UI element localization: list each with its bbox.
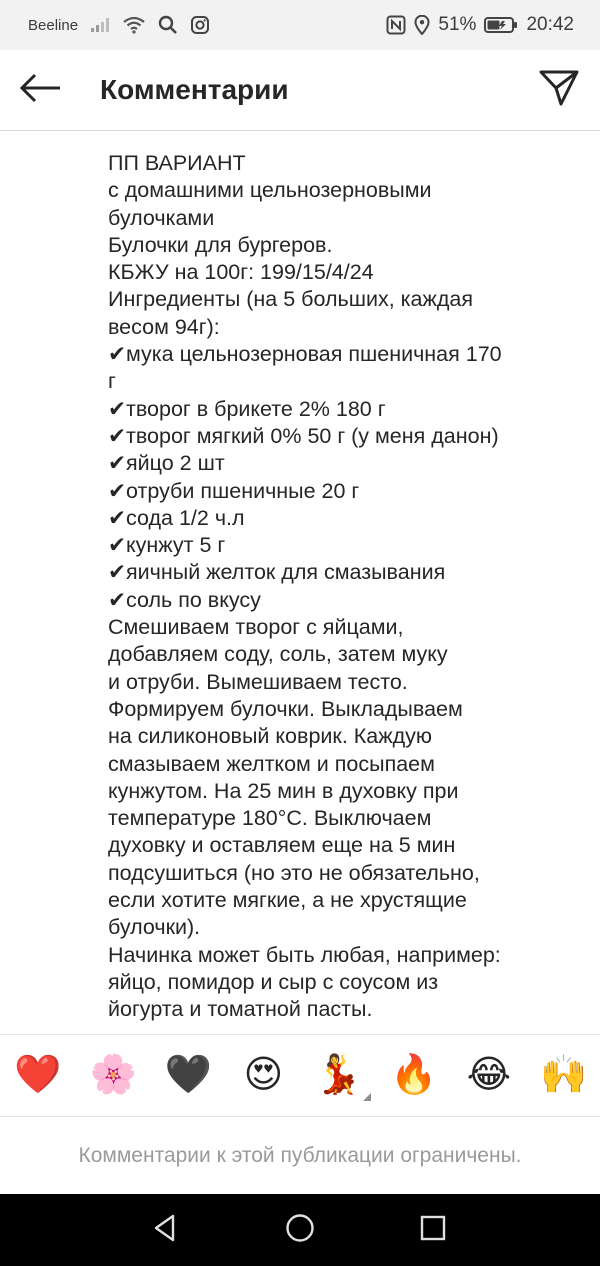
comment-line: с домашними цельнозерновыми bbox=[108, 178, 432, 203]
emoji-button-heart-eyes[interactable]: 😍 bbox=[243, 1054, 284, 1096]
navigation-bar bbox=[0, 1194, 600, 1266]
nav-back-icon bbox=[151, 1213, 181, 1248]
location-icon bbox=[414, 15, 430, 35]
comment-line: Булочки для бургеров. bbox=[108, 232, 333, 257]
signal-icon bbox=[90, 17, 110, 33]
emoji-button-cherry-blossom[interactable]: 🌸 bbox=[89, 1054, 137, 1096]
comment-line: йогурта и томатной пасты. bbox=[108, 997, 373, 1022]
emoji-button-tears-of-joy[interactable]: 😂 bbox=[466, 1054, 512, 1096]
comment-line: Ингредиенты (на 5 больших, каждая bbox=[108, 287, 474, 312]
comment-line: ✔творог мягкий 0% 50 г (у меня данон) bbox=[108, 423, 499, 448]
carrier-label: Beeline bbox=[28, 16, 79, 34]
comment-line: булочками bbox=[108, 205, 215, 230]
nav-recents-icon bbox=[419, 1214, 447, 1247]
nav-home-icon bbox=[284, 1212, 316, 1249]
comment-line: ✔сода 1/2 ч.л bbox=[108, 505, 245, 530]
arrow-left-icon bbox=[18, 73, 62, 108]
comment-line: яйцо, помидор и сыр с соусом из bbox=[108, 969, 439, 994]
comments-disabled-notice: Комментарии к этой публикации ограничены. bbox=[78, 1143, 522, 1167]
battery-icon bbox=[484, 16, 518, 34]
comment-line: весом 94г): bbox=[108, 314, 220, 339]
nav-home-button[interactable] bbox=[278, 1208, 322, 1252]
instagram-icon bbox=[190, 15, 210, 35]
comment-line: ПП ВАРИАНТ bbox=[108, 151, 246, 175]
emoji-bar bbox=[0, 1035, 600, 1115]
paper-plane-icon bbox=[538, 69, 580, 112]
emoji-button-red-heart[interactable]: ❤️ bbox=[14, 1054, 62, 1096]
comment-line: Формируем булочки. Выкладываем bbox=[108, 696, 463, 721]
comment-line: ✔кунжут 5 г bbox=[108, 533, 226, 558]
comment-line: Начинка может быть любая, например: bbox=[108, 942, 501, 967]
header bbox=[0, 50, 600, 131]
comment-line: КБЖУ на 100г: 199/15/4/24 bbox=[108, 260, 374, 285]
status-bar bbox=[0, 0, 600, 50]
back-button[interactable] bbox=[16, 70, 64, 110]
emoji-button-raising-hands[interactable]: 🙌 bbox=[540, 1054, 588, 1096]
comment-line: ✔мука цельнозерновая пшеничная 170 bbox=[108, 342, 502, 367]
search-icon bbox=[158, 15, 178, 35]
comment-line: кунжутом. На 25 мин в духовку при bbox=[108, 778, 459, 803]
nav-recents-button[interactable] bbox=[411, 1208, 455, 1252]
comment-line: г bbox=[108, 369, 116, 394]
clock: 20:42 bbox=[526, 14, 574, 35]
share-button[interactable] bbox=[534, 68, 584, 112]
wifi-icon bbox=[122, 16, 146, 34]
emoji-button-fire[interactable]: 🔥 bbox=[390, 1054, 438, 1096]
comment-line: смазываем желтком и посыпаем bbox=[108, 751, 435, 776]
page-title: Комментарии bbox=[100, 74, 289, 105]
comment-line: ✔яйцо 2 шт bbox=[108, 451, 225, 476]
comment-line: ✔творог в брикете 2% 180 г bbox=[108, 396, 386, 421]
comment-line: добавляем соду, соль, затем муку bbox=[108, 642, 448, 667]
emoji-button-dancer[interactable]: 💃 bbox=[315, 1051, 363, 1099]
comment-line: на силиконовый коврик. Каждую bbox=[108, 724, 433, 749]
comment-line: булочки). bbox=[108, 915, 201, 940]
comment-line: духовку и оставляем еще на 5 мин bbox=[108, 833, 456, 858]
comment-line: температуре 180°С. Выключаем bbox=[108, 806, 432, 831]
comment-line: ✔соль по вкусу bbox=[108, 587, 261, 612]
nav-back-button[interactable] bbox=[144, 1208, 188, 1252]
comment-line: Смешиваем творог с яйцами, bbox=[108, 615, 404, 640]
comment-line: ✔яичный желток для смазывания bbox=[108, 560, 446, 585]
emoji-button-black-heart[interactable]: 🖤 bbox=[164, 1054, 212, 1096]
comment-line: подсушиться (но это не обязательно, bbox=[108, 860, 480, 885]
comment-text bbox=[108, 150, 578, 1024]
comment-line: если хотите мягкие, а не хрустящие bbox=[108, 888, 467, 913]
nfc-icon bbox=[386, 15, 406, 35]
comment-line: ✔отруби пшеничные 20 г bbox=[108, 478, 360, 503]
battery-percent: 51% bbox=[438, 14, 477, 35]
comment-line: и отруби. Вымешиваем тесто. bbox=[108, 669, 408, 694]
